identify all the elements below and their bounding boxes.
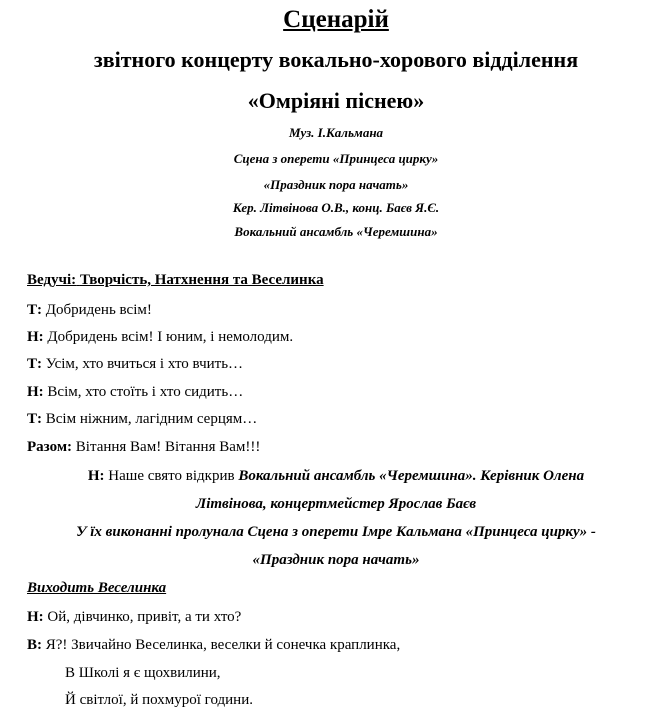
line-text: Вітання Вам! Вітання Вам!!! bbox=[75, 439, 261, 455]
info-ensemble: Вокальний ансамбль «Черемшина» bbox=[234, 224, 438, 239]
speaker: Разом: bbox=[27, 439, 73, 455]
announcement-ensemble: Вокальний ансамбль «Черемшина». Керівник Олена bbox=[238, 468, 585, 484]
dialogue-line bbox=[27, 411, 257, 428]
announcement-line-2: Літвінова, концертмейстер Ярослав Баєв bbox=[195, 496, 477, 512]
speaker: Н: bbox=[27, 609, 44, 625]
announcement-line-4: «Праздник пора начать» bbox=[252, 552, 420, 568]
info-song: «Праздник пора начать» bbox=[263, 177, 409, 192]
speaker: Н: bbox=[27, 329, 44, 345]
speaker: Н: bbox=[87, 468, 105, 484]
line-text: Всім, хто стоїть і хто сидить… bbox=[47, 384, 244, 400]
stage-direction: Виходить Веселинка bbox=[27, 580, 167, 596]
info-scene: Сцена з оперети «Принцеса цирку» bbox=[233, 151, 439, 166]
info-composer: Муз. І.Кальмана bbox=[288, 125, 384, 140]
verse-line: Й світлої, й похмурої години. bbox=[65, 692, 253, 708]
hosts-names: Творчість, Натхнення та Веселинка bbox=[79, 272, 324, 288]
speaker: Н: bbox=[27, 384, 44, 400]
line-text: Ой, дівчинко, привіт, а ти хто? bbox=[47, 609, 242, 625]
line-text: Усім, хто вчиться і хто вчить… bbox=[45, 356, 244, 372]
line-text: Всім ніжним, лагідним серцям… bbox=[45, 411, 258, 427]
speaker: Т: bbox=[27, 356, 42, 372]
document-subtitle: звітного концерту вокально-хорового відділення bbox=[93, 47, 579, 72]
line-text: Добридень всім! bbox=[45, 302, 152, 318]
dialogue-line bbox=[27, 439, 260, 456]
verse-line: В Школі я є щохвилини, bbox=[65, 665, 221, 681]
dialogue-line bbox=[27, 329, 293, 346]
speaker: Т: bbox=[27, 411, 42, 427]
dialogue-line bbox=[27, 302, 152, 319]
dialogue-line bbox=[27, 609, 241, 626]
hosts-label: Ведучі: bbox=[27, 272, 77, 288]
concert-name: «Омріяні піснею» bbox=[247, 88, 425, 113]
speaker: Т: bbox=[27, 302, 42, 318]
announcement-text: Наше свято відкрив bbox=[108, 468, 235, 484]
info-leaders: Кер. Літвінова О.В., конц. Баєв Я.Є. bbox=[232, 200, 440, 215]
document-title: Сценарій bbox=[283, 6, 389, 33]
announcement-line-1 bbox=[0, 468, 672, 485]
speaker: В: bbox=[27, 637, 42, 653]
dialogue-line bbox=[27, 637, 400, 654]
line-text: Добридень всім! І юним, і немолодим. bbox=[47, 329, 294, 345]
dialogue-line bbox=[27, 356, 243, 373]
announcement-line-3: У їх виконанні пролунала Сцена з оперети Імре Кальмана «Принцеса цирку» - bbox=[76, 524, 596, 540]
hosts-line bbox=[27, 272, 324, 289]
line-text: Я?! Звичайно Веселинка, веселки й сонечка краплинка, bbox=[45, 637, 401, 653]
dialogue-line bbox=[27, 384, 243, 401]
